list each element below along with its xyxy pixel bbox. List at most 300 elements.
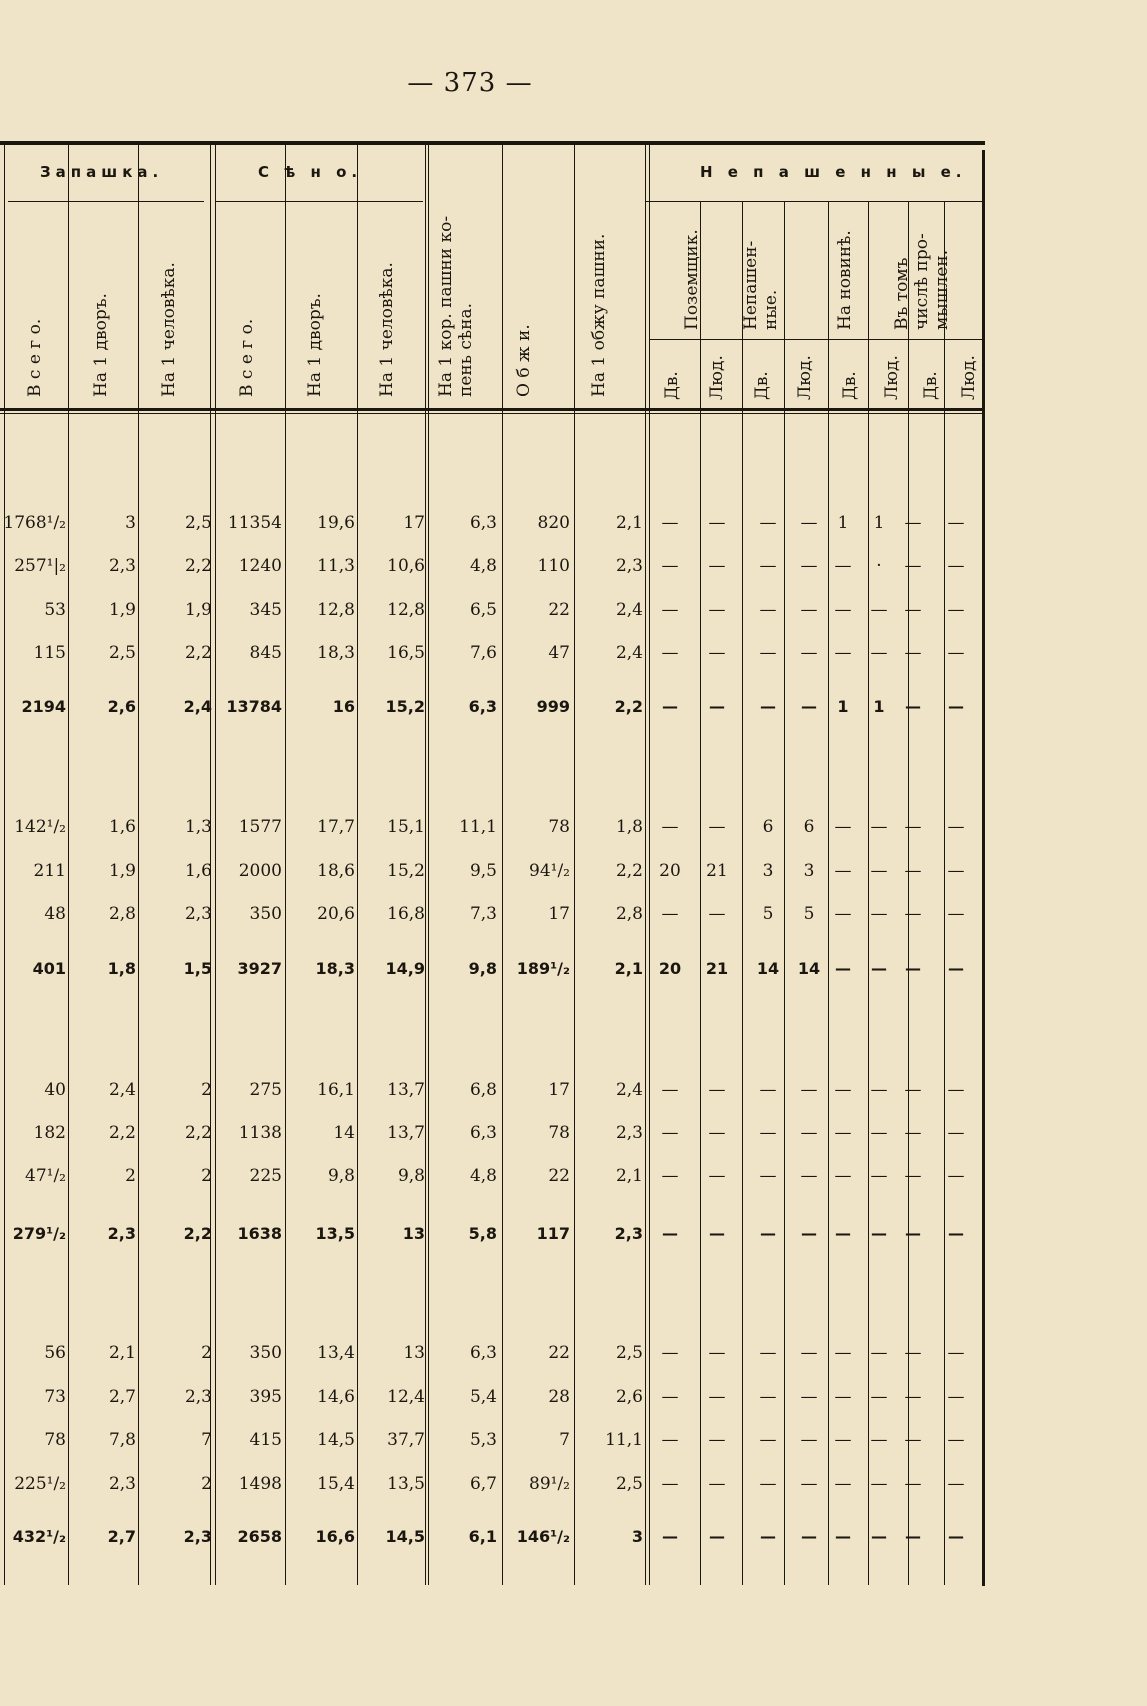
table-cell: 18,3 xyxy=(317,643,355,663)
table-cell: — xyxy=(661,1123,679,1143)
column-rule xyxy=(138,145,139,1585)
table-cell: 2658 xyxy=(237,1527,282,1546)
table-cell: — xyxy=(947,1387,965,1407)
table-cell: — xyxy=(947,643,965,663)
table-cell: 5,4 xyxy=(469,1387,497,1407)
table-cell: 12,4 xyxy=(387,1387,425,1407)
table-cell: 15,2 xyxy=(387,861,425,881)
table-cell: — xyxy=(904,1430,922,1450)
table-cell: 1,9 xyxy=(108,600,136,620)
table-cell: — xyxy=(708,1474,726,1494)
table-cell: — xyxy=(708,1387,726,1407)
table-cell: 11354 xyxy=(227,513,282,533)
table-cell: — xyxy=(708,643,726,663)
table-cell: — xyxy=(834,1123,852,1143)
table-cell: 350 xyxy=(249,1343,282,1363)
group-rule-nepashennye xyxy=(645,201,983,202)
table-cell: — xyxy=(661,556,679,576)
table-cell: — xyxy=(947,1080,965,1100)
table-cell: 2,3 xyxy=(615,1123,643,1143)
table-cell: — xyxy=(800,1166,818,1186)
table-cell: — xyxy=(661,817,679,837)
table-cell: 6,3 xyxy=(468,697,497,716)
table-cell: 73 xyxy=(44,1387,66,1407)
table-cell: 2,2 xyxy=(615,861,643,881)
table-cell: — xyxy=(870,1474,888,1494)
table-cell: 19,6 xyxy=(317,513,355,533)
table-cell: — xyxy=(834,1166,852,1186)
table-cell: 2,4 xyxy=(183,697,212,716)
table-cell: — xyxy=(834,1080,852,1100)
table-cell: 1 xyxy=(837,513,849,533)
table-cell: — xyxy=(904,817,922,837)
table-cell: — xyxy=(870,817,888,837)
table-cell: 16 xyxy=(332,697,355,716)
table-cell: — xyxy=(661,1343,679,1363)
table-cell: 78 xyxy=(548,1123,570,1143)
table-right-border xyxy=(982,150,985,1586)
table-cell: 2,2 xyxy=(184,556,212,576)
table-cell: — xyxy=(835,1224,851,1243)
table-cell: 94¹/₂ xyxy=(529,861,570,881)
table-cell: 2,1 xyxy=(615,513,643,533)
table-cell: 345 xyxy=(249,600,282,620)
table-cell: 2,6 xyxy=(615,1387,643,1407)
table-cell: 9,8 xyxy=(468,959,497,978)
column-rule xyxy=(828,201,829,1585)
table-cell: — xyxy=(759,1474,777,1494)
table-cell: 2,4 xyxy=(615,600,643,620)
table-cell: 20 xyxy=(659,861,681,881)
table-cell: — xyxy=(661,1387,679,1407)
table-cell: — xyxy=(870,600,888,620)
table-cell: 1,9 xyxy=(184,600,212,620)
table-cell: 1 xyxy=(873,697,885,716)
table-cell: 17,7 xyxy=(317,817,355,837)
column-rule xyxy=(574,145,575,1585)
table-cell: 13,5 xyxy=(387,1474,425,1494)
table-cell: — xyxy=(834,643,852,663)
table-cell: — xyxy=(800,1123,818,1143)
table-cell: — xyxy=(759,513,777,533)
table-cell: 10,6 xyxy=(387,556,425,576)
table-cell: 48 xyxy=(44,904,66,924)
table-cell: 2,7 xyxy=(108,1387,136,1407)
table-cell: 4,8 xyxy=(469,556,497,576)
table-cell: 15,2 xyxy=(385,697,425,716)
table-cell: — xyxy=(708,513,726,533)
table-cell: 3 xyxy=(125,513,136,533)
table-cell: — xyxy=(904,643,922,663)
table-cell: 1 xyxy=(873,513,885,533)
table-cell: 999 xyxy=(536,697,570,716)
table-cell: — xyxy=(661,600,679,620)
table-cell: — xyxy=(870,643,888,663)
column-rule xyxy=(944,201,945,1585)
table-cell: 9,8 xyxy=(397,1166,425,1186)
header-bottom-rule-thin xyxy=(0,413,985,414)
table-cell: 5 xyxy=(803,904,815,924)
table-cell: 182 xyxy=(33,1123,66,1143)
table-cell: — xyxy=(904,1123,922,1143)
table-cell: 845 xyxy=(249,643,282,663)
table-cell: 2 xyxy=(201,1080,212,1100)
table-cell: 3927 xyxy=(237,959,282,978)
table-cell: — xyxy=(904,600,922,620)
table-cell: — xyxy=(905,1224,921,1243)
table-cell: 1,5 xyxy=(183,959,212,978)
table-cell: — xyxy=(870,1080,888,1100)
table-cell: 22 xyxy=(548,600,570,620)
table-cell: 2 xyxy=(201,1166,212,1186)
group-header-seno: С ѣ н о. xyxy=(258,163,363,181)
table-cell: — xyxy=(947,1343,965,1363)
table-cell: 13,4 xyxy=(317,1343,355,1363)
table-cell: — xyxy=(759,556,777,576)
table-cell: 14 xyxy=(756,959,780,978)
table-cell: — xyxy=(947,904,965,924)
table-cell: — xyxy=(800,600,818,620)
table-cell: 5 xyxy=(762,904,774,924)
table-cell: — xyxy=(800,1474,818,1494)
table-cell: 14,5 xyxy=(385,1527,425,1546)
table-cell: 1,6 xyxy=(108,817,136,837)
table-cell: 2,3 xyxy=(615,556,643,576)
table-cell: 142¹/₂ xyxy=(14,817,66,837)
table-cell: — xyxy=(904,1387,922,1407)
table-cell: 22 xyxy=(548,1166,570,1186)
table-cell: — xyxy=(947,556,965,576)
table-cell: — xyxy=(708,1343,726,1363)
table-cell: — xyxy=(801,1224,817,1243)
table-cell: 56 xyxy=(44,1343,66,1363)
table-cell: — xyxy=(709,697,725,716)
table-cell: 7,8 xyxy=(108,1430,136,1450)
table-cell: 2,2 xyxy=(184,643,212,663)
table-cell: 40 xyxy=(44,1080,66,1100)
column-rule xyxy=(645,145,646,1585)
table-cell: 12,8 xyxy=(387,600,425,620)
table-cell: 47¹/₂ xyxy=(25,1166,66,1186)
table-cell: 12,8 xyxy=(317,600,355,620)
table-cell: — xyxy=(800,513,818,533)
table-cell: 37,7 xyxy=(387,1430,425,1450)
table-cell: 2,3 xyxy=(184,1387,212,1407)
table-cell: 16,5 xyxy=(387,643,425,663)
table-cell: — xyxy=(708,1123,726,1143)
table-cell: 11,1 xyxy=(459,817,497,837)
table-cell: — xyxy=(904,556,922,576)
table-cell: — xyxy=(800,1080,818,1100)
table-cell: 18,3 xyxy=(315,959,355,978)
table-cell: — xyxy=(904,1166,922,1186)
table-cell: 2,2 xyxy=(108,1123,136,1143)
table-cell: — xyxy=(800,1430,818,1450)
table-cell: 13,5 xyxy=(315,1224,355,1243)
table-cell: 2,3 xyxy=(108,1474,136,1494)
table-cell: 20 xyxy=(658,959,682,978)
column-rule xyxy=(428,145,429,1585)
table-cell: 53 xyxy=(44,600,66,620)
table-cell: 117 xyxy=(536,1224,570,1243)
table-cell: — xyxy=(760,697,776,716)
table-cell: 13 xyxy=(402,1224,425,1243)
table-cell: 1768¹/₂ xyxy=(3,513,66,533)
table-cell: 6,3 xyxy=(469,1343,497,1363)
table-cell: — xyxy=(661,904,679,924)
table-cell: 6,3 xyxy=(469,513,497,533)
table-cell: 401 xyxy=(32,959,66,978)
table-cell: — xyxy=(759,1166,777,1186)
document-page: — 373 — Запашка. С ѣ н о. Н е п а ш е н н ы е. В с е г о. На 1 дворъ. На 1 человѣка. В с е г о. На 1 дворъ. На 1 человѣка. На 1 кор. пашни ко- пень сѣна. О б ж и. На 1 обжу пашни. Поземщик. Непашен- ные. На новинѣ. Въ томъ числѣ про- мышлен. Дв. Люд. Дв. Люд. Дв. Люд. Дв. Люд. 1768¹/₂ 3 2,5 11354 19,6 17 6,3 820 2,1 — — — — 1 1 — — 257¹|₂ 2,3 2,2 1240 11,3 10,6 4,8 110 2,3 — — — — — · — — 53 1,9 1,9 345 12,8 12,8 6,5 22 2,4 — — — — — — — — 115 2,5 2,2 845 18,3 16,5 7,6 47 2,4 — — — — — — — — 2194 2,6 2,4 13784 16 15,2 6,3 999 2,2 — — — — 1 1 — — 142¹/₂ 1,6 1,3 1577 17,7 15,1 11,1 78 1,8 — — 6 6 — — — — 211 1,9 1,6 2000 18,6 15,2 9,5 94¹/₂ 2,2 20 21 3 3 — — — — 48 2,8 2,3 350 20,6 16,8 7,3 17 2,8 — — 5 5 — — — — 401 1,8 1,5 3927 18,3 14,9 9,8 189¹/₂ 2,1 20 21 14 14 — — — — 40 2,4 2 275 16,1 13,7 6,8 17 2,4 — — — — — — — — 182 2,2 2,2 1138 14 13,7 6,3 78 2,3 — — — — — — — — 47¹/₂ 2 2 225 9,8 9,8 4,8 22 2,1 — — — — — — — — 279¹/₂ 2,3 2,2 1638 13,5 13 5,8 117 2,3 — — — — — — — — 56 2,1 2 350 13,4 13 6,3 22 2,5 — — — — — — — — 73 2,7 2,3 395 14,6 12,4 5,4 28 2,6 — — — — — — — — 78 7,8 7 415 14,5 37,7 5,3 7 11,1 — — — — — — — — 225¹/₂ 2,3 2 1498 15,4 13,5 6,7 89¹/₂ 2,5 — — — — — — — — 432¹/₂ 2,7 2,3 2658 16,6 14,5 6,1 146¹/₂ 3 — — — — — — — — xyxy=(0,0,1147,1706)
table-cell: — xyxy=(834,1430,852,1450)
table-cell: — xyxy=(948,1224,964,1243)
table-cell: 2,7 xyxy=(107,1527,136,1546)
table-cell: 279¹/₂ xyxy=(12,1224,66,1243)
table-cell: — xyxy=(947,861,965,881)
table-cell: — xyxy=(835,959,851,978)
table-cell: 13,7 xyxy=(387,1123,425,1143)
table-cell: 7,6 xyxy=(469,643,497,663)
table-cell: 2,5 xyxy=(615,1343,643,1363)
table-cell: 11,3 xyxy=(317,556,355,576)
table-cell: — xyxy=(904,1474,922,1494)
table-cell: — xyxy=(947,1166,965,1186)
table-cell: 6,1 xyxy=(468,1527,497,1546)
table-cell: — xyxy=(870,1123,888,1143)
table-cell: 2 xyxy=(201,1474,212,1494)
table-cell: 2,1 xyxy=(615,1166,643,1186)
table-cell: — xyxy=(947,1474,965,1494)
table-cell: — xyxy=(834,1343,852,1363)
table-cell: — xyxy=(709,1224,725,1243)
table-cell: 1,6 xyxy=(184,861,212,881)
group-header-zapashka: Запашка. xyxy=(40,163,164,181)
table-cell: — xyxy=(947,1430,965,1450)
table-cell: 2,4 xyxy=(615,643,643,663)
table-cell: — xyxy=(870,904,888,924)
table-cell: 2,3 xyxy=(614,1224,643,1243)
column-rule xyxy=(908,201,909,1585)
table-cell: — xyxy=(834,1387,852,1407)
table-cell: 17 xyxy=(548,904,570,924)
table-cell: 4,8 xyxy=(469,1166,497,1186)
column-rule xyxy=(68,145,69,1585)
table-cell: 9,8 xyxy=(327,1166,355,1186)
table-cell: 1240 xyxy=(238,556,282,576)
table-cell: 2,2 xyxy=(184,1123,212,1143)
table-cell: — xyxy=(708,1430,726,1450)
table-cell: — xyxy=(759,1123,777,1143)
column-rule xyxy=(285,145,286,1585)
table-cell: 1138 xyxy=(238,1123,282,1143)
table-cell: — xyxy=(708,904,726,924)
table-cell: 7 xyxy=(559,1430,570,1450)
table-cell: 21 xyxy=(706,861,728,881)
table-cell: — xyxy=(870,1343,888,1363)
table-cell: — xyxy=(947,600,965,620)
table-cell: — xyxy=(904,861,922,881)
table-cell: — xyxy=(834,556,852,576)
group-rule-zapashka xyxy=(8,201,204,202)
table-cell: — xyxy=(661,1080,679,1100)
header-bottom-rule xyxy=(0,408,985,411)
table-cell: — xyxy=(708,556,726,576)
table-cell: — xyxy=(708,1080,726,1100)
table-cell: — xyxy=(834,817,852,837)
table-cell: — xyxy=(662,1527,678,1546)
table-cell: 7 xyxy=(201,1430,212,1450)
table-cell: 415 xyxy=(249,1430,282,1450)
table-cell: 13784 xyxy=(226,697,282,716)
group-header-nepashennye: Н е п а ш е н н ы е. xyxy=(700,163,967,181)
table-cell: 1577 xyxy=(238,817,282,837)
table-cell: — xyxy=(662,697,678,716)
table-cell: 2,6 xyxy=(107,697,136,716)
table-cell: 1638 xyxy=(237,1224,282,1243)
table-cell: — xyxy=(947,817,965,837)
table-cell: 225 xyxy=(249,1166,282,1186)
table-cell: — xyxy=(904,904,922,924)
table-cell: 2,5 xyxy=(615,1474,643,1494)
table-cell: 2 xyxy=(201,1343,212,1363)
table-cell: — xyxy=(759,1430,777,1450)
table-cell: — xyxy=(870,861,888,881)
column-rule xyxy=(700,201,701,1585)
table-cell: 6,3 xyxy=(469,1123,497,1143)
table-cell: 15,1 xyxy=(387,817,425,837)
table-cell: — xyxy=(834,861,852,881)
table-cell: — xyxy=(948,697,964,716)
table-cell: 14 xyxy=(333,1123,355,1143)
column-rule xyxy=(425,145,426,1585)
table-cell: 2,8 xyxy=(615,904,643,924)
table-cell: 21 xyxy=(705,959,729,978)
table-cell: 14,6 xyxy=(317,1387,355,1407)
table-cell: — xyxy=(905,959,921,978)
table-cell: 146¹/₂ xyxy=(516,1527,570,1546)
table-cell: 2,4 xyxy=(615,1080,643,1100)
table-cell: — xyxy=(709,1527,725,1546)
table-cell: 820 xyxy=(537,513,570,533)
table-cell: 2000 xyxy=(238,861,282,881)
table-cell: — xyxy=(759,643,777,663)
table-cell: — xyxy=(708,1166,726,1186)
table-cell: 3 xyxy=(803,861,815,881)
table-cell: — xyxy=(904,1343,922,1363)
table-cell: 1,8 xyxy=(107,959,136,978)
table-cell: 257¹|₂ xyxy=(14,556,66,576)
table-cell: 2,2 xyxy=(614,697,643,716)
table-cell: 14 xyxy=(797,959,821,978)
table-cell: 3 xyxy=(762,861,774,881)
table-cell: 6,5 xyxy=(469,600,497,620)
table-cell: — xyxy=(759,1387,777,1407)
table-cell: 115 xyxy=(33,643,66,663)
table-cell: 350 xyxy=(249,904,282,924)
table-cell: — xyxy=(759,1343,777,1363)
table-cell: — xyxy=(834,600,852,620)
table-cell: 14,9 xyxy=(385,959,425,978)
table-cell: — xyxy=(870,1387,888,1407)
table-cell: 78 xyxy=(44,1430,66,1450)
table-cell: 2 xyxy=(125,1166,136,1186)
table-cell: — xyxy=(870,1166,888,1186)
column-rule xyxy=(868,201,869,1585)
table-cell: 20,6 xyxy=(317,904,355,924)
table-cell: 13 xyxy=(403,1343,425,1363)
page-number: — 373 — xyxy=(407,68,533,98)
table-cell: · xyxy=(876,556,882,576)
table-cell: — xyxy=(800,1343,818,1363)
table-cell: — xyxy=(871,1527,887,1546)
table-cell: 2,1 xyxy=(108,1343,136,1363)
table-cell: 2,1 xyxy=(614,959,643,978)
table-cell: 16,6 xyxy=(315,1527,355,1546)
table-cell: 2,4 xyxy=(108,1080,136,1100)
table-cell: 16,1 xyxy=(317,1080,355,1100)
table-cell: 7,3 xyxy=(469,904,497,924)
table-cell: 17 xyxy=(403,513,425,533)
table-cell: 2,2 xyxy=(183,1224,212,1243)
table-cell: 11,1 xyxy=(605,1430,643,1450)
table-cell: — xyxy=(801,697,817,716)
table-cell: — xyxy=(800,643,818,663)
table-cell: 2,3 xyxy=(184,904,212,924)
table-cell: 5,8 xyxy=(468,1224,497,1243)
table-cell: — xyxy=(800,1387,818,1407)
table-cell: — xyxy=(947,513,965,533)
table-cell: — xyxy=(834,904,852,924)
table-cell: — xyxy=(661,1474,679,1494)
table-cell: — xyxy=(661,643,679,663)
table-cell: 6,8 xyxy=(469,1080,497,1100)
table-cell: 14,5 xyxy=(317,1430,355,1450)
table-cell: 211 xyxy=(33,861,66,881)
column-rule xyxy=(742,201,743,1585)
table-cell: — xyxy=(948,1527,964,1546)
table-cell: 18,6 xyxy=(317,861,355,881)
table-cell: — xyxy=(870,1430,888,1450)
table-top-rule xyxy=(0,141,985,145)
group-rule-seno xyxy=(215,201,423,202)
table-cell: 2,3 xyxy=(107,1224,136,1243)
table-cell: 6 xyxy=(762,817,774,837)
table-cell: 2,3 xyxy=(183,1527,212,1546)
column-rule xyxy=(502,145,503,1585)
table-cell: — xyxy=(759,1080,777,1100)
table-cell: 110 xyxy=(537,556,570,576)
table-cell: 16,8 xyxy=(387,904,425,924)
table-cell: — xyxy=(947,1123,965,1143)
table-cell: 225¹/₂ xyxy=(14,1474,66,1494)
table-cell: — xyxy=(661,1166,679,1186)
table-cell: 5,3 xyxy=(469,1430,497,1450)
table-cell: — xyxy=(904,513,922,533)
table-cell: 2194 xyxy=(21,697,66,716)
table-cell: — xyxy=(871,1224,887,1243)
table-cell: — xyxy=(948,959,964,978)
table-cell: 22 xyxy=(548,1343,570,1363)
table-cell: — xyxy=(905,1527,921,1546)
table-cell: 432¹/₂ xyxy=(12,1527,66,1546)
table-cell: — xyxy=(834,1474,852,1494)
table-cell: 2,5 xyxy=(108,643,136,663)
table-cell: — xyxy=(708,817,726,837)
table-cell: 13,7 xyxy=(387,1080,425,1100)
table-cell: 1,9 xyxy=(108,861,136,881)
table-cell: 2,8 xyxy=(108,904,136,924)
